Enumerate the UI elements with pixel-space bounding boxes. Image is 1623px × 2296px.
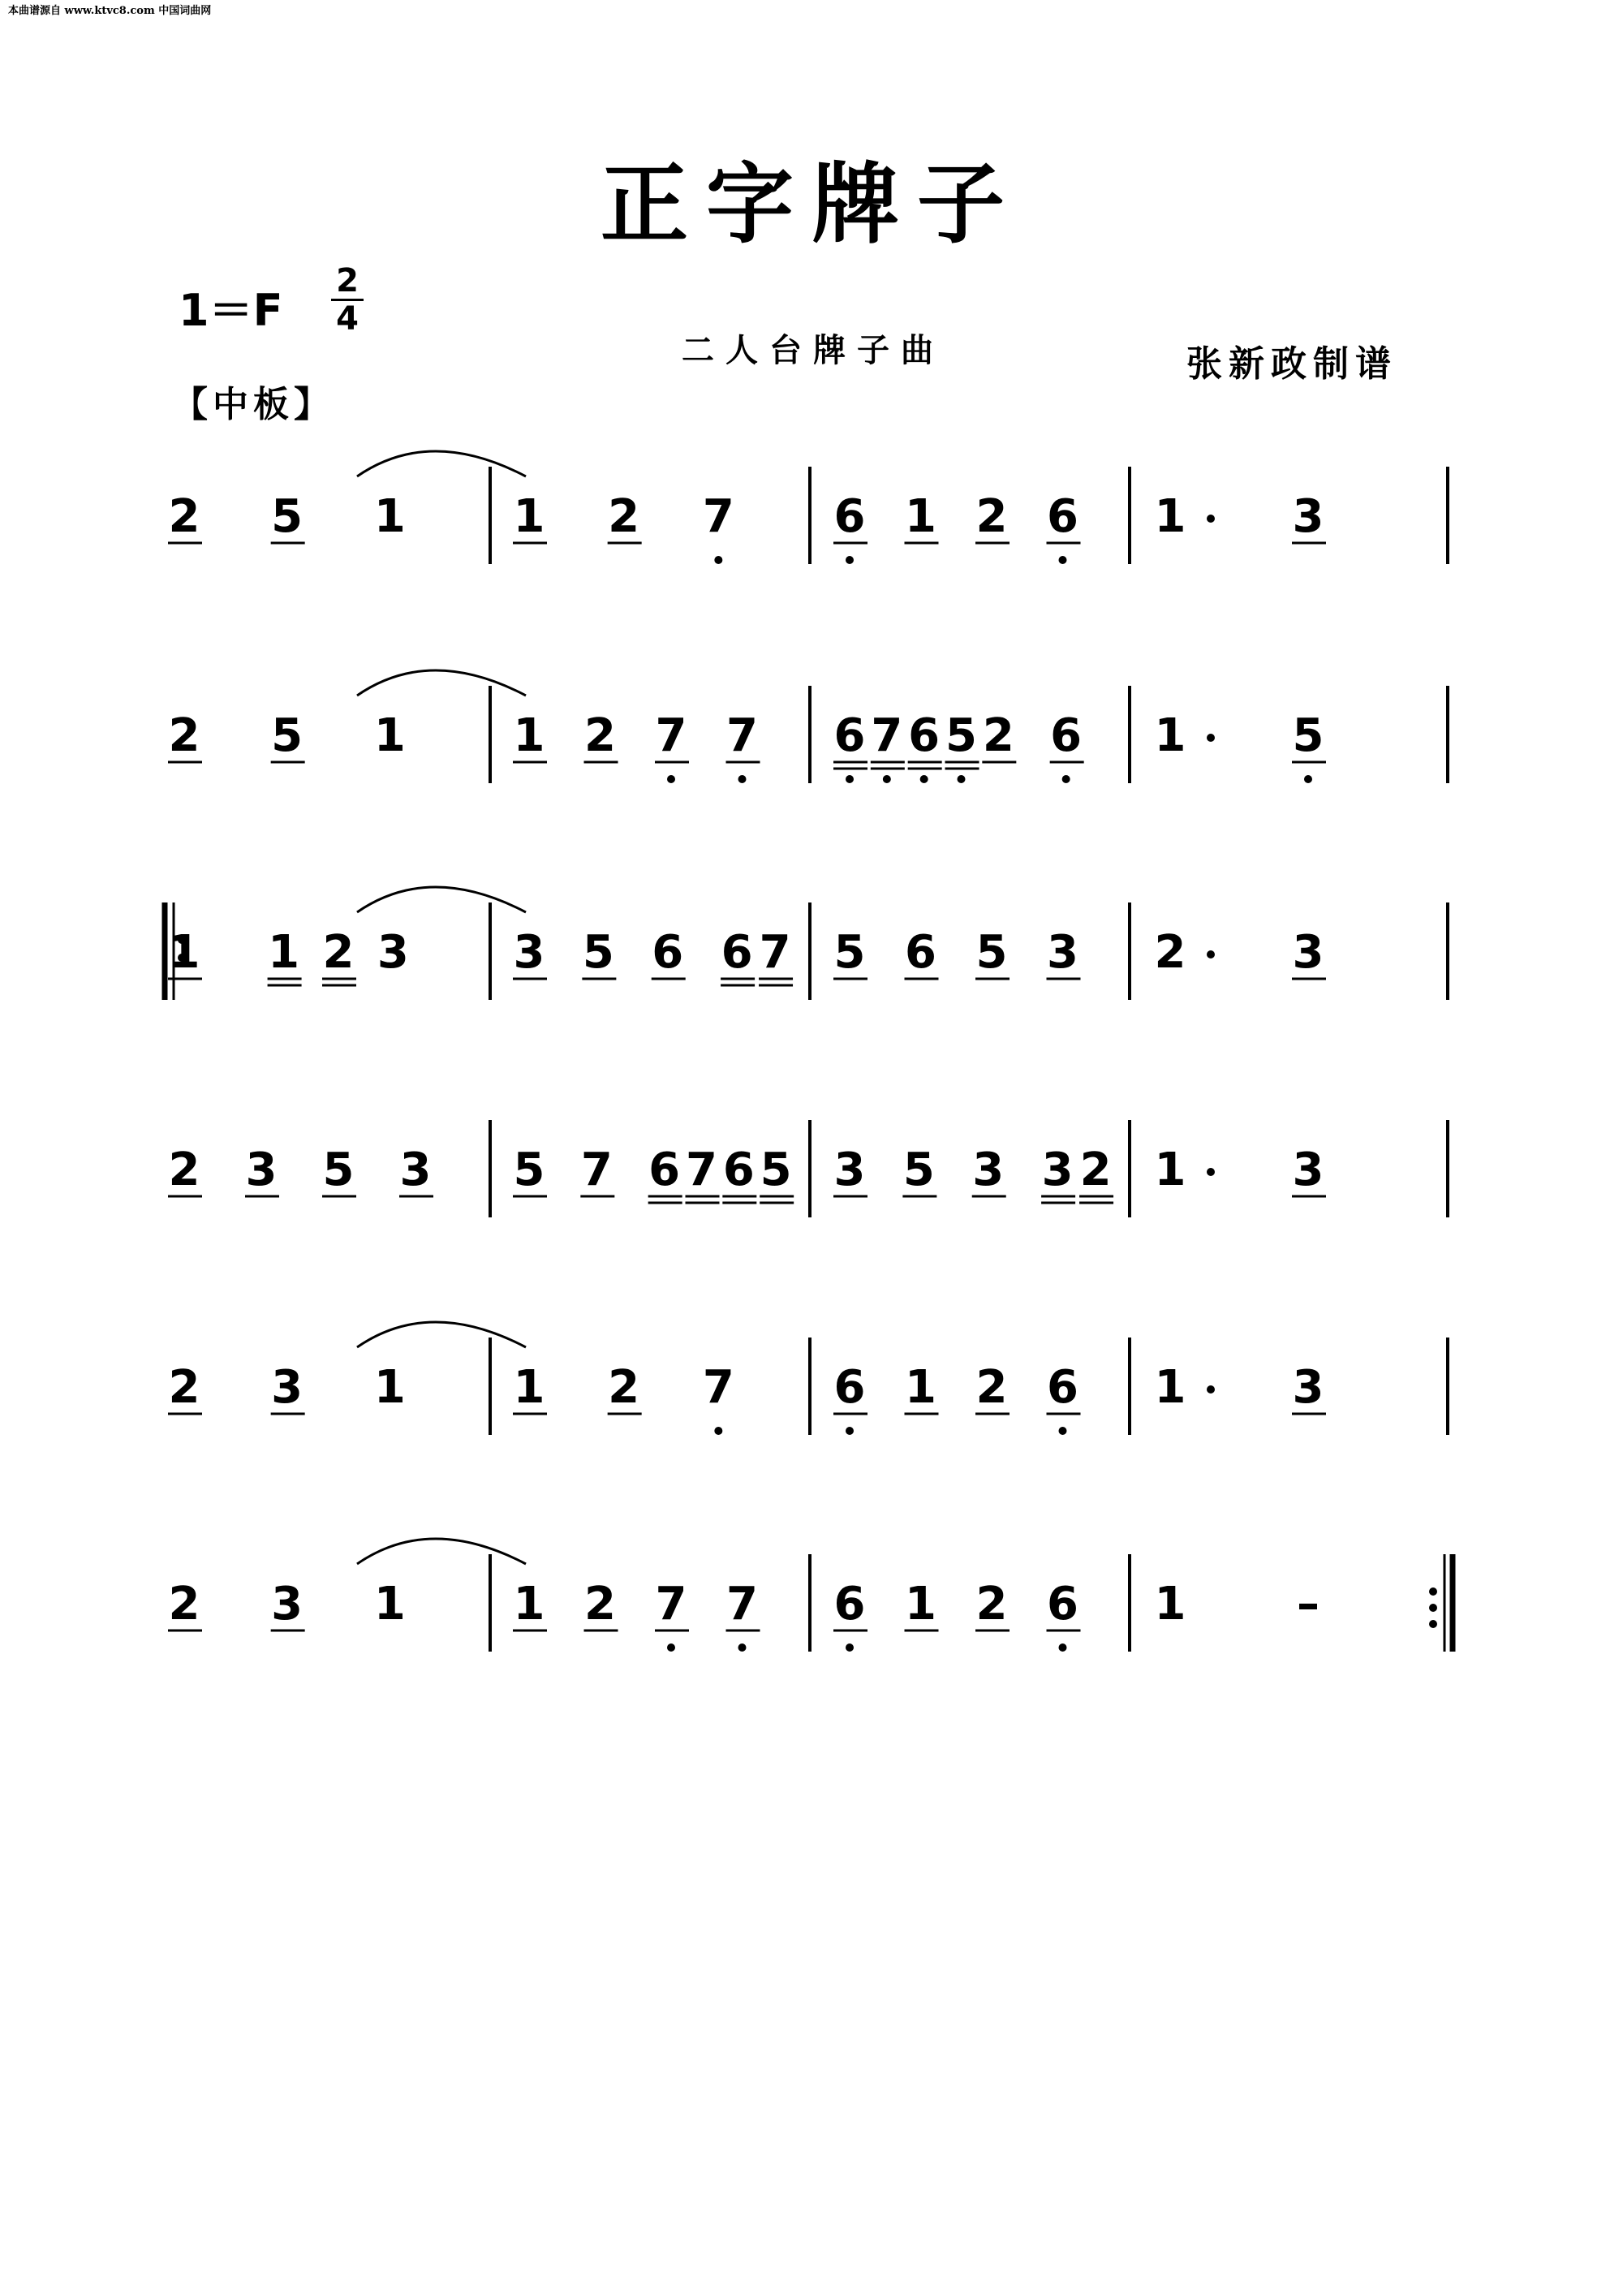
subtitle: 二人台牌子曲 [682,331,945,369]
note: 3 [271,1578,304,1630]
score-title: 正字牌子 [600,153,1022,256]
augmentation-dot [1207,950,1215,958]
low-octave-dot [1059,556,1067,564]
note: 3 [271,1361,304,1414]
note: 3 [1041,1144,1074,1196]
note: 1 [513,1578,545,1630]
note: 2 [168,1361,200,1414]
augmentation-dot [1207,734,1215,742]
low-octave-dot [846,1427,854,1435]
note: 1 [1154,1144,1186,1196]
note: 1 [1154,709,1186,762]
note: 6 [833,1578,866,1630]
note: 7 [726,709,758,762]
note: 1 [1154,490,1186,543]
low-octave-dot [1062,775,1070,783]
tempo-marking: 【中板】 [172,384,334,425]
note: 6 [648,1144,681,1196]
low-octave-dot [667,1643,675,1652]
note: 2 [168,1144,200,1196]
note: 5 [833,926,866,979]
note: 7 [655,709,687,762]
note: 3 [1292,1361,1324,1414]
note: 1 [1154,1361,1186,1414]
tie-arc [357,1539,526,1564]
note: 6 [833,490,866,543]
note: 1 [513,709,545,762]
note: 6 [908,709,941,762]
low-octave-dot [920,775,928,783]
note: 7 [655,1578,687,1630]
note: 6 [1050,709,1083,762]
time-signature-bottom: 4 [336,300,359,338]
note: 1 [513,490,545,543]
low-octave-dot [883,775,891,783]
low-octave-dot [846,775,854,783]
note: 5 [975,926,1008,979]
note: 1 [373,1578,406,1630]
repeat-dot [1429,1604,1437,1612]
repeat-dot [1429,1620,1437,1628]
note: 7 [726,1578,758,1630]
source-watermark: 本曲谱源自 www.ktvc8.com 中国词曲网 [8,5,212,17]
note: 3 [1047,926,1078,979]
note: 7 [871,709,903,762]
note: 6 [833,1361,866,1414]
arranger-credit: 张新政制谱 [1186,343,1397,385]
repeat-dot [1429,1587,1437,1596]
note: 5 [513,1144,545,1196]
note: 7 [759,926,791,979]
augmentation-dot [1207,1168,1215,1176]
note: 1 [1154,1578,1186,1630]
note: 1 [905,1578,936,1630]
note: 7 [702,490,734,543]
low-octave-dot [1059,1427,1067,1435]
low-octave-dot [667,775,675,783]
note: 2 [1079,1144,1112,1196]
low-octave-dot [714,1427,722,1435]
note: 3 [833,1144,866,1196]
note: 5 [271,490,304,543]
low-octave-dot [738,1643,747,1652]
note: 2 [982,709,1014,762]
note: 3 [1292,490,1324,543]
tie-arc [357,670,526,696]
note: 2 [168,1578,200,1630]
note: 1 [905,490,936,543]
note: 1 [373,490,406,543]
note: 2 [975,1578,1008,1630]
augmentation-dot [1207,1385,1215,1394]
low-octave-dot [1304,775,1312,783]
note: 5 [945,709,977,762]
note: 3 [399,1144,432,1196]
low-octave-dot [1059,1643,1067,1652]
note: 5 [271,709,304,762]
time-signature-top: 2 [336,262,359,299]
note: 1 [168,926,200,979]
note: 2 [584,709,616,762]
note: 6 [721,926,753,979]
note: 6 [905,926,936,979]
note: 6 [722,1144,755,1196]
note: 2 [322,926,355,979]
note: 1 [373,1361,406,1414]
note: 1 [513,1361,545,1414]
low-octave-dot [846,1643,854,1652]
note: 2 [975,1361,1008,1414]
note: 2 [1154,926,1186,979]
low-octave-dot [958,775,966,783]
note: 7 [686,1144,717,1196]
note: 2 [168,490,200,543]
augmentation-dot [1207,515,1215,523]
note: 5 [760,1144,792,1196]
note: 7 [580,1144,613,1196]
note: 3 [377,926,409,979]
note: 6 [1047,490,1078,543]
note: 3 [972,1144,1005,1196]
note: 6 [1047,1578,1078,1630]
note: 6 [652,926,684,979]
note: – [1297,1578,1319,1630]
note: 2 [608,1361,640,1414]
tie-arc [357,887,526,912]
note: 2 [584,1578,616,1630]
note: 2 [168,709,200,762]
note: 5 [582,926,614,979]
note: 1 [373,709,406,762]
note: 2 [608,490,640,543]
note: 1 [905,1361,936,1414]
note: 7 [702,1361,734,1414]
note: 3 [1292,1144,1324,1196]
note: 5 [902,1144,935,1196]
low-octave-dot [846,556,854,564]
note: 5 [1292,709,1324,762]
note: 3 [513,926,545,979]
tie-arc [357,1322,526,1347]
note: 3 [245,1144,278,1196]
note: 6 [833,709,866,762]
tie-arc [357,451,526,476]
note: 1 [268,926,300,979]
note: 3 [1292,926,1324,979]
low-octave-dot [738,775,747,783]
note: 6 [1047,1361,1078,1414]
note: 2 [975,490,1008,543]
note: 5 [322,1144,355,1196]
key-text: 1＝F [179,285,283,336]
low-octave-dot [714,556,722,564]
